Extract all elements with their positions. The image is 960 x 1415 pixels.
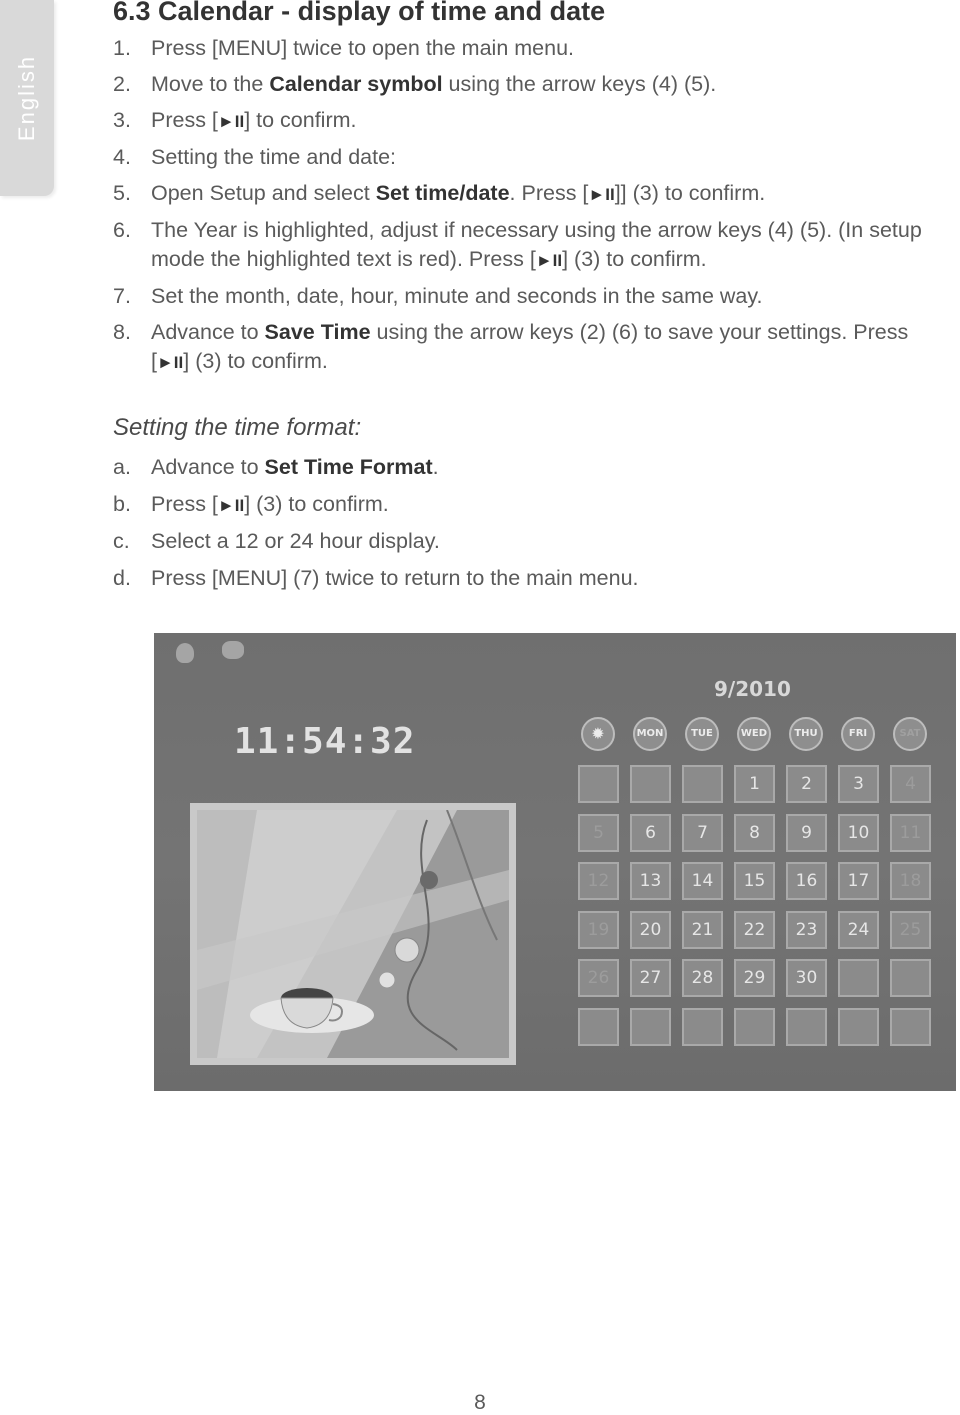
top-status-icons — [172, 637, 252, 667]
step-number: 4. — [113, 145, 131, 169]
step-number: 8. — [113, 320, 131, 344]
step-text: ] (3) to confirm. — [244, 491, 389, 516]
calendar-day-14: 14 — [682, 862, 723, 900]
play-pause-symbol: ►II — [535, 251, 563, 270]
calendar-empty-cell — [890, 959, 931, 997]
step-number: 5. — [113, 181, 131, 205]
format-steps-list — [113, 453, 639, 601]
calendar-empty-cell — [734, 1008, 775, 1046]
step-letter: a. — [113, 455, 131, 479]
calendar-day-28: 28 — [682, 959, 723, 997]
calendar-empty-cell — [682, 765, 723, 803]
step-item — [113, 282, 943, 311]
step-text: using the arrow keys (2) (6) to save your settings. Press [ — [151, 320, 909, 373]
time-format-subheading: Setting the time format: — [113, 414, 362, 441]
step-bold-term: Set time/date — [375, 181, 510, 205]
step-text: . — [432, 455, 439, 479]
calendar-empty-cell — [578, 1008, 619, 1046]
calendar-empty-cell — [786, 1008, 827, 1046]
step-text: Press [MENU] (7) twice to return to the main menu. — [151, 566, 639, 591]
step-text: Move to the — [151, 72, 270, 96]
step-item — [113, 34, 943, 63]
calendar-day-13: 13 — [630, 862, 671, 900]
format-step-item — [113, 453, 639, 482]
step-item — [113, 143, 943, 172]
calendar-day-2: 2 — [786, 765, 827, 803]
calendar-empty-cell — [682, 1008, 723, 1046]
step-text: ] (3) to confirm. — [562, 247, 707, 271]
calendar-day-19: 19 — [578, 911, 619, 949]
card-icon — [222, 641, 244, 659]
play-pause-symbol: ►II — [217, 495, 245, 515]
step-item — [113, 179, 943, 209]
step-letter: b. — [113, 491, 131, 516]
calendar-day-9: 9 — [786, 814, 827, 852]
step-text: . Press [ — [509, 181, 589, 205]
calendar-day-26: 26 — [578, 959, 619, 997]
calendar-empty-cell — [630, 765, 671, 803]
weekday-header — [578, 717, 948, 753]
step-bold-term: Calendar symbol — [269, 72, 443, 96]
calendar-day-24: 24 — [838, 911, 879, 949]
page-number: 8 — [474, 1391, 486, 1414]
play-pause-symbol: ►II — [217, 112, 245, 131]
step-text: The Year is highlighted, adjust if necessary using the arrow keys (4) (5). (In setup mode the highlighted text is red). Press [ — [151, 218, 922, 271]
step-text: ] (3) to confirm. — [183, 349, 328, 373]
step-item — [113, 106, 943, 136]
language-tab — [0, 0, 54, 196]
calendar-screen-photo — [154, 633, 956, 1091]
step-text: Press [ — [151, 108, 218, 132]
play-pause-symbol: ►II — [588, 185, 615, 204]
calendar-day-29: 29 — [734, 959, 775, 997]
step-number: 1. — [113, 36, 131, 60]
format-step-item — [113, 564, 639, 593]
calendar-day-6: 6 — [630, 814, 671, 852]
calendar-day-27: 27 — [630, 959, 671, 997]
weekday-sat: SAT — [893, 717, 927, 751]
calendar-day-8: 8 — [734, 814, 775, 852]
step-text: using the arrow keys (4) (5). — [442, 72, 717, 96]
calendar-day-4: 4 — [890, 765, 931, 803]
calendar-day-23: 23 — [786, 911, 827, 949]
step-text: Setting the time and date: — [151, 145, 397, 169]
step-item — [113, 318, 943, 377]
photo-image — [197, 810, 509, 1058]
calendar-day-16: 16 — [786, 862, 827, 900]
step-text: Set the month, date, hour, minute and seconds in the same way. — [151, 284, 763, 308]
step-text: ] to confirm. — [244, 108, 357, 132]
step-text: Advance to — [151, 320, 265, 344]
calendar-day-1: 1 — [734, 765, 775, 803]
calendar-empty-cell — [890, 1008, 931, 1046]
weekday-thu: THU — [789, 717, 823, 751]
clock-display: 11:54:32 — [234, 721, 416, 762]
language-label: English — [14, 54, 39, 142]
steps-list — [113, 34, 943, 384]
calendar-day-11: 11 — [890, 814, 931, 852]
weekday-tue: TUE — [685, 717, 719, 751]
calendar-empty-cell — [630, 1008, 671, 1046]
format-step-item — [113, 527, 639, 556]
calendar-day-30: 30 — [786, 959, 827, 997]
bulb-icon — [176, 643, 194, 663]
calendar-day-18: 18 — [890, 862, 931, 900]
slideshow-photo — [190, 803, 516, 1065]
play-pause-symbol: ►II — [156, 353, 184, 372]
calendar-day-12: 12 — [578, 862, 619, 900]
calendar-grid — [578, 765, 948, 1075]
step-text: Advance to — [151, 455, 265, 479]
step-letter: c. — [113, 529, 130, 554]
step-bold-term: Set Time Format — [264, 455, 433, 479]
step-number: 7. — [113, 284, 131, 308]
weekday-mon: MON — [633, 717, 667, 751]
step-text: Press [ — [151, 491, 218, 516]
step-text: ]] (3) to confirm. — [614, 181, 766, 205]
calendar-day-17: 17 — [838, 862, 879, 900]
calendar-day-5: 5 — [578, 814, 619, 852]
month-year-label: 9/2010 — [714, 677, 791, 701]
calendar-day-7: 7 — [682, 814, 723, 852]
calendar-empty-cell — [578, 765, 619, 803]
step-number: 3. — [113, 108, 131, 132]
format-step-item — [113, 490, 639, 520]
calendar-day-22: 22 — [734, 911, 775, 949]
step-item — [113, 70, 943, 99]
calendar-day-21: 21 — [682, 911, 723, 949]
step-number: 2. — [113, 72, 131, 96]
step-bold-term: Save Time — [264, 320, 371, 344]
step-text: Open Setup and select — [151, 181, 376, 205]
weekday-wed: WED — [737, 717, 771, 751]
step-letter: d. — [113, 566, 131, 591]
calendar-empty-cell — [838, 1008, 879, 1046]
weekday-fri: FRI — [841, 717, 875, 751]
calendar-day-3: 3 — [838, 765, 879, 803]
step-text: Press [MENU] twice to open the main menu. — [151, 36, 575, 60]
calendar-day-25: 25 — [890, 911, 931, 949]
section-heading: 6.3 Calendar - display of time and date — [113, 0, 606, 26]
calendar-day-20: 20 — [630, 911, 671, 949]
calendar-day-15: 15 — [734, 862, 775, 900]
step-item — [113, 216, 943, 275]
step-text: Select a 12 or 24 hour display. — [151, 529, 440, 554]
settings-day-icon: ✹ — [581, 717, 615, 751]
calendar-day-10: 10 — [838, 814, 879, 852]
calendar-empty-cell — [838, 959, 879, 997]
step-number: 6. — [113, 218, 131, 242]
